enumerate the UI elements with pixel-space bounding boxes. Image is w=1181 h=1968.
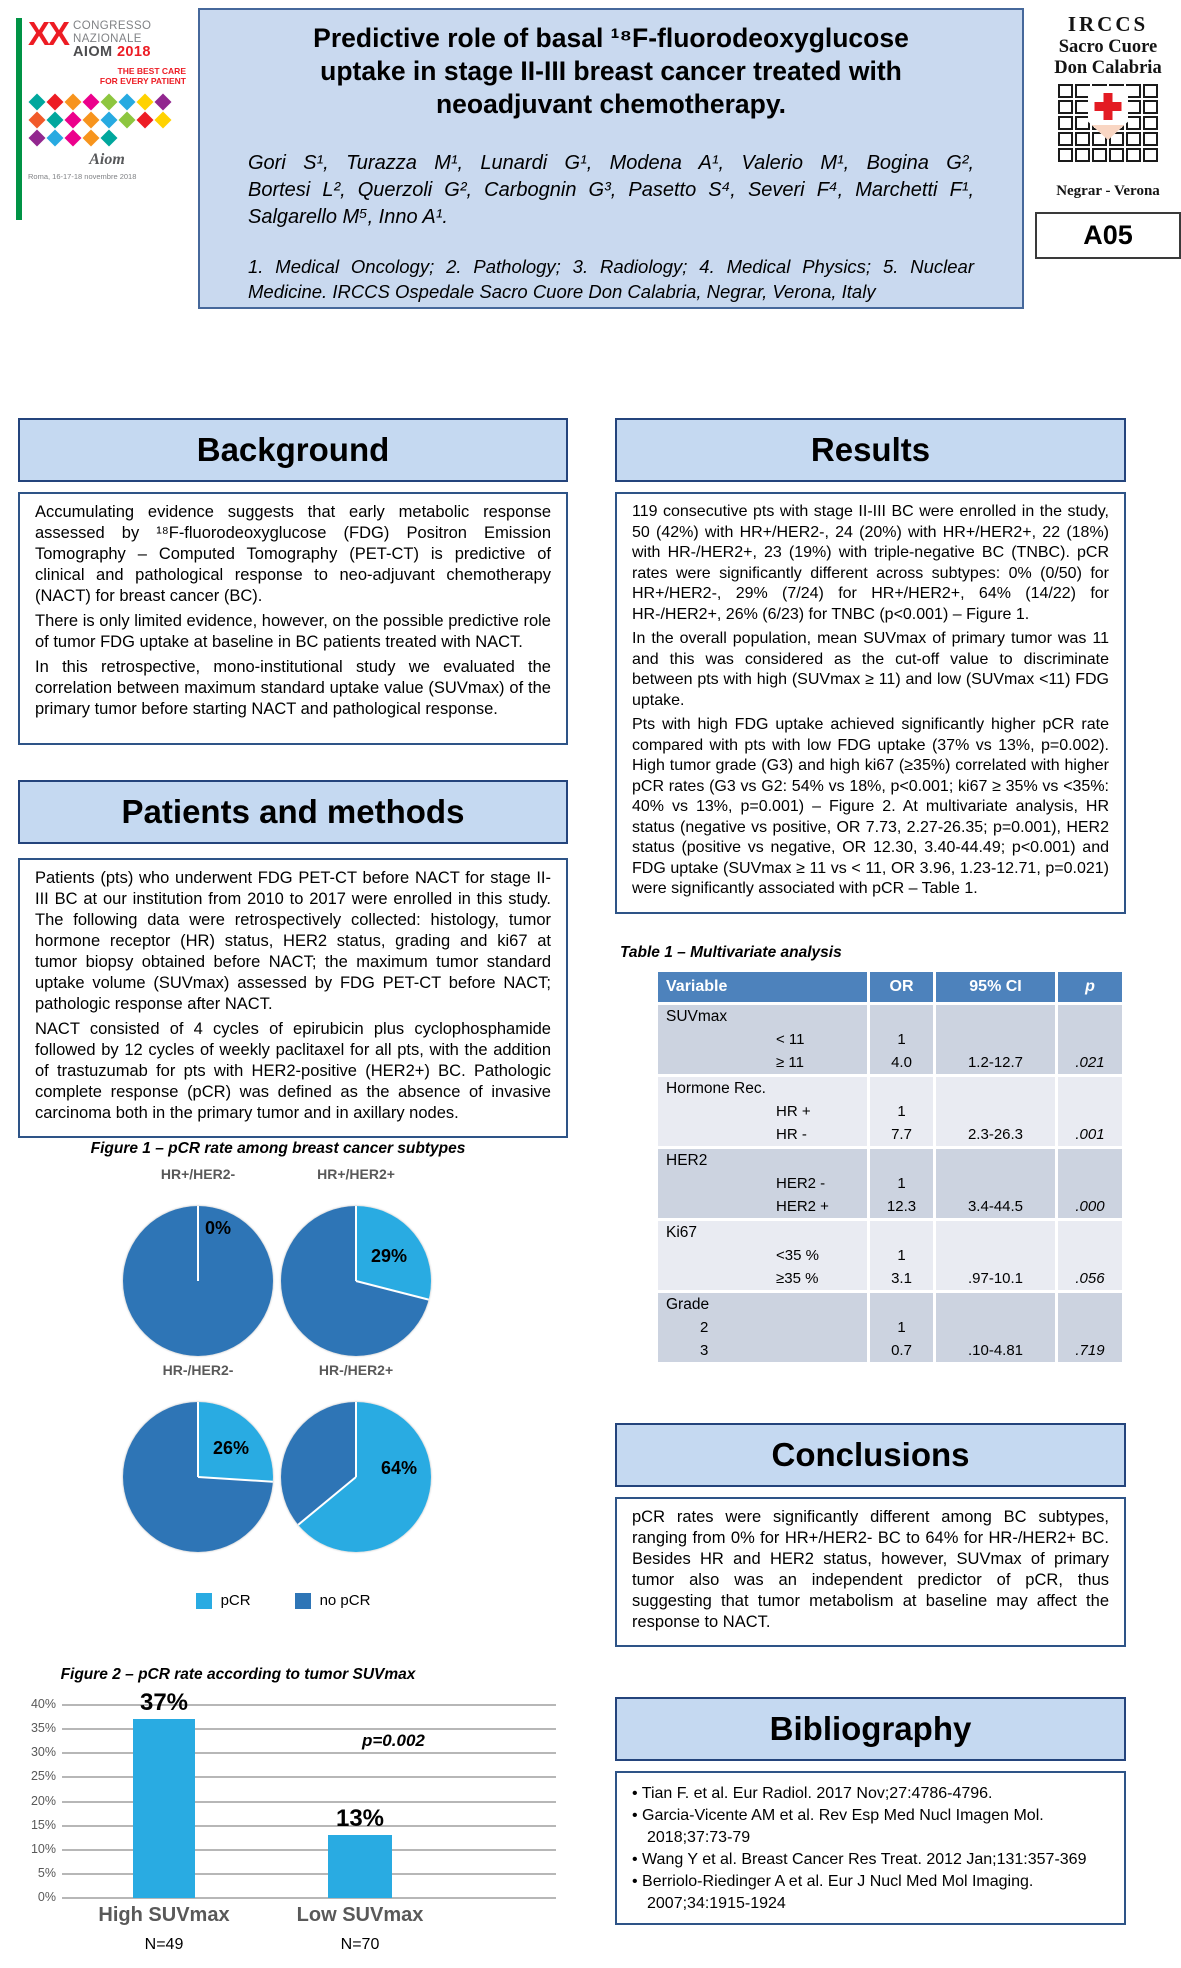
pie-divider [355, 1402, 357, 1477]
poster-code-badge: A05 [1035, 212, 1181, 259]
mosaic-tile [29, 129, 46, 146]
legend-label: no pCR [319, 1592, 371, 1609]
pie-percent-label: 26% [213, 1438, 250, 1458]
hospital-window [1126, 84, 1141, 98]
pie-chart-hr-her2- [281, 1362, 431, 1552]
mosaic-tile [137, 93, 154, 110]
section-header-methods: Patients and methods [18, 780, 568, 844]
paragraph: 119 consecutive pts with stage II-III BC were enrolled in the study, 50 (42%) with HR+/HER2-, 24 (20%) with HR+/HER2+, 22 (18%) with HR-/HER2+, 23 (19%) with triple-negative BC (TNBC). pCR rates were significantly different across subtypes: 0% (0/50) for HR+/HER2-, 29% (7/24) for HR+/HER2+, 64% (14/22) for HR-/HER2+, 26% (6/23) for TNBC (p<0.001) – Figure 1. [632, 503, 1109, 623]
irccs-name-line1: IRCCS [1067, 12, 1149, 36]
y-axis-tick-label: 40% [30, 1697, 56, 1711]
aiom-brand: AIOM [73, 44, 113, 60]
authors-line: Gori S¹, Turazza M¹, Lunardi G¹, Modena A¹, Valerio M¹, Bogina G², [248, 152, 974, 174]
hospital-building-icon [1054, 84, 1162, 180]
reference-list [632, 1783, 1109, 1915]
mosaic-tile [47, 93, 64, 110]
aiom-tagline [28, 66, 186, 86]
hospital-window [1126, 100, 1141, 114]
mosaic-tile [83, 111, 100, 128]
table-cell-or [867, 1293, 933, 1316]
table-cell-ci [933, 1221, 1055, 1244]
aiom-green-bar [16, 18, 22, 220]
table-sublabel: 3 [700, 1342, 709, 1359]
paragraph: Accumulating evidence suggests that early metabolic response assessed by ¹⁸F-fluorodeoxyglucose (FDG) Positron Emission Tomography – Computed Tomography (PET-CT) is predictive of clinical and pathological response to neo-adjuvant chemotherapy (NACT) for breast cancer (BC). [35, 503, 551, 605]
multivariate-analysis-table [658, 972, 1122, 1362]
mosaic-tile [101, 93, 118, 110]
bar-value-label: 37% [139, 1689, 189, 1717]
pie-subtype-label: HR+/HER2+ [317, 1166, 395, 1182]
bibliography-box [615, 1771, 1126, 1925]
aiom-congress-text [73, 18, 151, 59]
mosaic-tile [119, 93, 136, 110]
table-cell-p [1055, 1149, 1122, 1172]
pie-divider [355, 1206, 357, 1281]
table-group-label: SUVmax [666, 1007, 728, 1025]
table-cell-ci [933, 1244, 1055, 1267]
paragraph: In the overall population, mean SUVmax of primary tumor was 11 and this was considered as the cut-off value to discriminate between pts with high (SUVmax ≥ 11) and low (SUVmax <11) FDG uptake. [632, 630, 1109, 709]
pie-divider [298, 1476, 357, 1525]
paragraph: There is only limited evidence, however, on the possible predictive role of tumor FDG uptake at baseline in BC patients treated with NACT. [35, 612, 551, 651]
section-header-results: Results [615, 418, 1126, 482]
y-axis-tick-label: 10% [30, 1841, 56, 1856]
table1-header-row [658, 972, 1122, 1002]
table-cell-ci [933, 1077, 1055, 1100]
aiom-hexagon-mosaic [28, 93, 188, 147]
table-cell-ci [933, 1005, 1055, 1028]
mosaic-tile [65, 129, 82, 146]
bar [133, 1719, 195, 1898]
aiom-year: 2018 [116, 44, 151, 60]
paragraph: NACT consisted of 4 cycles of epirubicin plus cyclophosphamide followed by 12 cycles of weekly paclitaxel for all pts, with the addition of trastuzumab for pts with HER2-positive (HER2+) BC. Pathologic complete response (pCR) was defined as the absence of invasive carcinoma both in the primary tumor and in axillary nodes. [35, 1020, 551, 1122]
aiom-congress-line2: NAZIONALE [73, 32, 142, 45]
table-column-header: Variable [666, 978, 728, 995]
y-axis-tick-label: 5% [37, 1865, 56, 1880]
background-text-box [18, 492, 568, 745]
aiom-tagline-line1: THE BEST CARE [117, 65, 186, 76]
aiom-wordmark-text: Aiom [89, 150, 125, 168]
table-cell-or [867, 1149, 933, 1172]
table-cell-p [1055, 1244, 1122, 1267]
aiom-brand-year [73, 46, 151, 59]
conclusions-text-box [615, 1497, 1126, 1647]
irccs-city: Negrar - Verona [1056, 183, 1160, 199]
n-label: N=49 [144, 1936, 184, 1953]
legend-item [295, 1592, 371, 1609]
table-cell-or: 1 [867, 1244, 933, 1267]
legend-swatch [295, 1593, 311, 1609]
authors-line: Salgarello M⁵, Inno A¹. [248, 206, 448, 228]
hospital-window [1075, 132, 1090, 146]
pie-chart-hr-her2- [123, 1362, 273, 1552]
pie-divider [197, 1206, 199, 1281]
title-line: Predictive role of basal ¹⁸F-fluorodeoxyglucose [313, 23, 909, 53]
hospital-window [1126, 116, 1141, 130]
table-cell-ci [933, 1293, 1055, 1316]
pie-graphic [123, 1206, 273, 1356]
hospital-window [1143, 84, 1158, 98]
table-cell-or: 1 [867, 1316, 933, 1339]
pie-percent-label: 0% [205, 1218, 232, 1238]
section-header-background: Background [18, 418, 568, 482]
mosaic-tile [29, 93, 46, 110]
legend-label: pCR [220, 1592, 251, 1609]
hospital-window [1075, 148, 1090, 162]
hospital-window [1126, 132, 1141, 146]
section-header-conclusions: Conclusions [615, 1423, 1126, 1487]
mosaic-tile [47, 111, 64, 128]
hospital-window [1075, 100, 1090, 114]
pie-divider [197, 1402, 199, 1477]
pie-subtype-label: HR+/HER2- [160, 1166, 236, 1182]
table-cell-ci: 1.2-12.7 [933, 1051, 1055, 1074]
table-cell-or [867, 1077, 933, 1100]
pie-chart-hr-her2- [123, 1166, 273, 1356]
aiom-wordmark [28, 151, 186, 169]
aiom-footer-text: Roma, 16-17-18 novembre 2018 [28, 171, 137, 181]
table-cell-ci: .97-10.1 [933, 1267, 1055, 1290]
table-cell-ci [933, 1028, 1055, 1051]
aiom-congress-logo [12, 12, 190, 232]
table-group-label: HER2 [666, 1151, 708, 1169]
table-cell-ci [933, 1100, 1055, 1123]
pie-divider [198, 1476, 273, 1483]
table-cell-p: .021 [1055, 1051, 1122, 1074]
methods-text-box [18, 858, 568, 1138]
y-axis-tick-label: 20% [30, 1793, 56, 1808]
table-cell-or: 12.3 [867, 1195, 933, 1218]
table-cell-or: 1 [867, 1172, 933, 1195]
mosaic-tile [29, 111, 46, 128]
y-axis-tick-label: 35% [30, 1721, 56, 1736]
affiliations [248, 254, 974, 304]
figure1-title: Figure 1 – pCR rate among breast cancer subtypes [90, 1140, 466, 1157]
authors-list [248, 150, 974, 231]
table-cell-p [1055, 1005, 1122, 1028]
table-variable-group [658, 1218, 1122, 1290]
legend-swatch [196, 1593, 212, 1609]
table-cell-ci [933, 1172, 1055, 1195]
table-cell-p [1055, 1293, 1122, 1316]
aiom-xx-mark: XX [28, 15, 69, 52]
hospital-window [1092, 148, 1107, 162]
hospital-window [1075, 84, 1090, 98]
aiom-logo-content [28, 15, 186, 181]
table-sublabel: HER2 + [776, 1198, 829, 1215]
aiom-tagline-line2: FOR EVERY PATIENT [99, 75, 186, 86]
table-sublabel: HER2 - [776, 1175, 826, 1192]
hospital-window [1058, 116, 1073, 130]
table-cell-p: .719 [1055, 1339, 1122, 1362]
hospital-window [1058, 100, 1073, 114]
poster-title [248, 22, 974, 121]
affiliations-line: Medicine. IRCCS Ospedale Sacro Cuore Don Calabria, Negrar, Verona, Italy [248, 281, 876, 302]
paragraph: pCR rates were significantly different among BC subtypes, ranging from 0% for HR+/HER2- BC to 64% for HR-/HER2+ BC. Besides HR and HER2 status, however, SUVmax of primary tumor also was an independent predictor of pCR, thus suggesting that tumor metabolism at baseline may affect the response to NACT. [632, 1508, 1109, 1631]
table-sublabel: HR - [776, 1126, 807, 1143]
pie-graphic [123, 1402, 273, 1552]
section-header-bibliography: Bibliography [615, 1697, 1126, 1761]
table-cell-or: 7.7 [867, 1123, 933, 1146]
table-cell-or: 1 [867, 1100, 933, 1123]
hospital-window [1058, 148, 1073, 162]
table-cell-p [1055, 1077, 1122, 1100]
bar [328, 1835, 392, 1898]
table-variable-group [658, 1290, 1122, 1362]
table-cell-p [1055, 1316, 1122, 1339]
figure1-legend [18, 1592, 548, 1609]
table-cell-p [1055, 1028, 1122, 1051]
table-sublabel: ≥35 % [776, 1270, 819, 1287]
hospital-window [1143, 116, 1158, 130]
table-cell-or: 3.1 [867, 1267, 933, 1290]
gridline [62, 1704, 556, 1706]
mosaic-tile [101, 129, 118, 146]
title-line: uptake in stage II-III breast cancer treated with [320, 56, 902, 86]
y-axis-tick-label: 30% [30, 1745, 56, 1760]
mosaic-tile [47, 129, 64, 146]
y-axis-tick-label: 15% [30, 1817, 56, 1832]
table-group-label: Ki67 [666, 1223, 698, 1241]
pie-percent-label: 64% [381, 1458, 418, 1478]
mosaic-tile [137, 111, 154, 128]
figure2-title: Figure 2 – pCR rate according to tumor SUVmax [60, 1666, 416, 1683]
paragraph: Patients (pts) who underwent FDG PET-CT before NACT for stage II-III BC at our institution from 2010 to 2017 were enrolled in this study. The following data were retrospectively collected: histology, tumor hormone receptor (HR) status, HER2 status, grading and ki67 at tumor biopsy obtained before NACT; the maximum tumor standard uptake volume (SUVmax) assessed by FDG PET-CT before NACT; pathologic response after NACT. [35, 869, 551, 1013]
irccs-name-line3: Don Calabria [1054, 58, 1162, 78]
hospital-window [1126, 148, 1141, 162]
table-cell-p: .001 [1055, 1123, 1122, 1146]
table-sublabel: HR + [776, 1103, 811, 1120]
hospital-window [1143, 132, 1158, 146]
hospital-window [1109, 148, 1124, 162]
table-column-header: 95% CI [933, 972, 1055, 1002]
aiom-logo-top-row [28, 15, 186, 60]
irccs-hospital-logo [1035, 12, 1181, 200]
paragraph: Pts with high FDG uptake achieved significantly higher pCR rate compared with pts with low FDG uptake (37% vs 13%, p=0.002). High tumor grade (G3) and high ki67 (≥35%) correlated with higher pCR rates (G3 vs G2: 54% vs 18%, p<0.001; ki67 ≥ 35% vs <35%: 40% vs 13%, p=0.001) – Figure 2. At multivariate analysis, HR status (negative vs positive, OR 7.73, 2.27-26.35; p=0.001), HER2 status (positive vs negative, OR 12.30, 3.40-44.49; p<0.001) and FDG uptake (SUVmax ≥ 11 vs < 11, OR 3.96, 1.23-12.71, p=0.021) were significantly associated with pCR – Table 1. [632, 716, 1109, 897]
title-line: neoadjuvant chemotherapy. [436, 89, 786, 119]
table-variable-group [658, 1002, 1122, 1074]
table-cell-or [867, 1005, 933, 1028]
authors-line: Bortesi L², Querzoli G², Carbognin G³, Pasetto S⁴, Severi F⁴, Marchetti F¹, [248, 179, 974, 201]
table-cell-or: 0.7 [867, 1339, 933, 1362]
table-cell-or: 4.0 [867, 1051, 933, 1074]
hospital-window [1143, 148, 1158, 162]
table1-caption: Table 1 – Multivariate analysis [620, 944, 842, 961]
pie-graphic [281, 1206, 431, 1356]
table-cell-p: .056 [1055, 1267, 1122, 1290]
y-axis-tick-label: 25% [30, 1769, 56, 1784]
table-group-label: Grade [666, 1295, 710, 1313]
p-value-annotation: p=0.002 [362, 1731, 425, 1750]
table-cell-ci [933, 1149, 1055, 1172]
table-cell-ci: 2.3-26.3 [933, 1123, 1055, 1146]
table-cell-ci: 3.4-44.5 [933, 1195, 1055, 1218]
table-group-label: Hormone Rec. [666, 1079, 766, 1097]
table-sublabel: <35 % [776, 1247, 819, 1264]
x-category-label: Low SUVmax [296, 1904, 424, 1926]
affiliations-line: 1. Medical Oncology; 2. Pathology; 3. Radiology; 4. Medical Physics; 5. Nuclear [248, 256, 974, 277]
mosaic-tile [119, 111, 136, 128]
mosaic-tile [65, 93, 82, 110]
table-cell-p: .000 [1055, 1195, 1122, 1218]
x-category-label: High SUVmax [98, 1904, 230, 1926]
mosaic-tile [65, 111, 82, 128]
hospital-window [1058, 84, 1073, 98]
mosaic-tile [155, 93, 172, 110]
irccs-name-line2: Sacro Cuore [1058, 37, 1158, 57]
reference-item: • Berriolo-Riedinger A et al. Eur J Nucl Med Mol Imaging. 2007;34:1915-1924 [632, 1871, 1109, 1915]
hospital-window [1075, 116, 1090, 130]
table-sublabel: < 11 [776, 1031, 805, 1048]
poster-header-panel [198, 8, 1024, 309]
table-variable-group [658, 1074, 1122, 1146]
pie-subtype-label: HR-/HER2- [162, 1362, 234, 1378]
table-column-header: OR [867, 972, 933, 1002]
red-cross-horizontal [1095, 102, 1122, 111]
reference-item: • Garcia-Vicente AM et al. Rev Esp Med Nucl Imagen Mol. 2018;37:73-79 [632, 1805, 1109, 1849]
reference-item: • Wang Y et al. Breast Cancer Res Treat. 2012 Jan;131:357-369 [632, 1849, 1109, 1871]
legend-item [196, 1592, 251, 1609]
table-cell-or: 1 [867, 1028, 933, 1051]
table-column-header: p [1055, 972, 1122, 1002]
pie-divider [356, 1280, 429, 1301]
mosaic-tile [101, 111, 118, 128]
y-axis-tick-label: 0% [37, 1890, 56, 1904]
mosaic-tile [83, 93, 100, 110]
hospital-window [1143, 100, 1158, 114]
bar-value-label: 13% [335, 1805, 385, 1833]
hospital-window [1058, 132, 1073, 146]
pie-chart-hr-her2- [281, 1166, 431, 1356]
results-text-box [615, 492, 1126, 914]
n-label: N=70 [340, 1936, 380, 1953]
reference-item: • Tian F. et al. Eur Radiol. 2017 Nov;27:4786-4796. [632, 1783, 1109, 1805]
paragraph: In this retrospective, mono-institutional study we evaluated the correlation between maximum standard uptake value (SUVmax) of the primary tumor before starting NACT and pathological response. [35, 658, 551, 718]
table-sublabel: ≥ 11 [776, 1054, 804, 1071]
table1-body [658, 1002, 1122, 1362]
figure2-bar-chart [18, 1689, 568, 1964]
aiom-congress-line1: CONGRESSO [73, 20, 152, 32]
mosaic-tile [83, 129, 100, 146]
table-sublabel: 2 [700, 1319, 709, 1336]
pie-subtype-label: HR-/HER2+ [318, 1362, 394, 1378]
table-cell-or [867, 1221, 933, 1244]
table-cell-p [1055, 1172, 1122, 1195]
figure2-plot-area [62, 1689, 556, 1898]
table-cell-ci [933, 1316, 1055, 1339]
table-variable-group [658, 1146, 1122, 1218]
mosaic-tile [155, 111, 172, 128]
table-cell-ci: .10-4.81 [933, 1339, 1055, 1362]
pie-percent-label: 29% [371, 1246, 408, 1266]
table-cell-p [1055, 1221, 1122, 1244]
table-cell-p [1055, 1100, 1122, 1123]
